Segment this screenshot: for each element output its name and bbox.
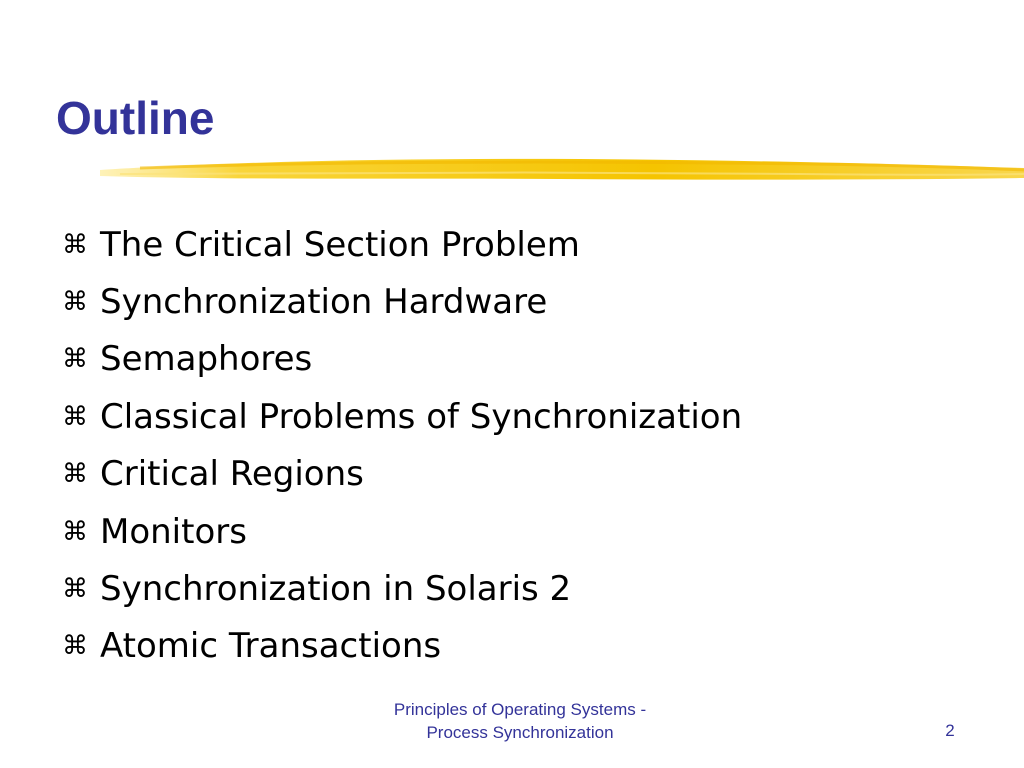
bullet-text: Monitors — [100, 511, 247, 552]
bullet-text: The Critical Section Problem — [100, 224, 580, 265]
list-item — [62, 618, 742, 675]
command-key-icon: ⌘ — [62, 516, 88, 547]
command-key-icon: ⌘ — [62, 344, 88, 375]
command-key-icon: ⌘ — [62, 574, 88, 605]
command-key-icon: ⌘ — [62, 401, 88, 432]
list-item — [62, 331, 742, 388]
page-number: 2 — [945, 721, 955, 740]
slide-title: Outline — [56, 92, 215, 144]
list-item — [62, 560, 742, 617]
command-key-icon: ⌘ — [62, 631, 88, 662]
command-key-icon: ⌘ — [62, 459, 88, 490]
list-item — [62, 273, 742, 330]
bullet-text: Synchronization in Solaris 2 — [100, 569, 572, 610]
footer-line-2: Process Synchronization — [426, 723, 614, 742]
bullet-text: Classical Problems of Synchronization — [100, 396, 743, 437]
yellow-brush-stroke — [100, 150, 1024, 190]
bullet-text: Semaphores — [100, 339, 313, 380]
list-item — [62, 216, 742, 273]
footer-line-1: Principles of Operating Systems - — [393, 700, 647, 719]
list-item — [62, 446, 742, 503]
bullet-text: Atomic Transactions — [100, 626, 442, 667]
command-key-icon: ⌘ — [62, 287, 88, 318]
list-item — [62, 388, 742, 445]
bullet-text: Synchronization Hardware — [100, 282, 548, 323]
bullet-text: Critical Regions — [100, 454, 364, 495]
footer-text — [340, 698, 700, 744]
list-item — [62, 503, 742, 560]
bullet-list — [62, 216, 742, 675]
command-key-icon: ⌘ — [62, 229, 88, 260]
